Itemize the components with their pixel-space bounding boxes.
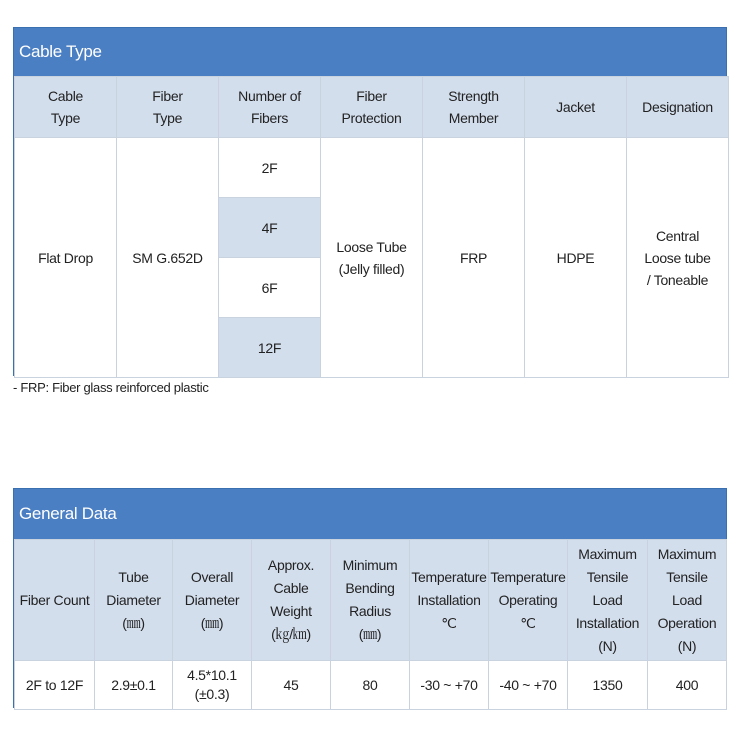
header-temp-operating: Temperature Operating ℃ xyxy=(489,540,568,661)
header-tube-diameter: Tube Diameter (㎜) xyxy=(95,540,173,661)
cell-bending-radius: 80 xyxy=(331,661,410,710)
header-fiber-protection: Fiber Protection xyxy=(321,77,423,138)
general-data-header-row xyxy=(15,540,727,661)
frp-footnote: - FRP: Fiber glass reinforced plastic xyxy=(13,380,209,395)
cell-fiber-protection: Loose Tube (Jelly filled) xyxy=(321,138,423,378)
cable-type-section xyxy=(13,27,727,376)
cell-designation: Central Loose tube / Toneable xyxy=(627,138,729,378)
cell-fiber-count-4f: 4F xyxy=(219,198,321,258)
cell-fiber-count-2f: 2F xyxy=(219,138,321,198)
header-cable-weight: Approx. Cable Weight (㎏/㎞) xyxy=(252,540,331,661)
cell-fiber-type: SM G.652D xyxy=(117,138,219,378)
header-jacket: Jacket xyxy=(525,77,627,138)
header-tensile-installation: Maximum Tensile Load Installation (N) xyxy=(568,540,648,661)
header-designation: Designation xyxy=(627,77,729,138)
cell-overall-diameter: 4.5*10.1 (±0.3) xyxy=(173,661,252,710)
cable-type-title: Cable Type xyxy=(14,28,726,76)
header-cable-type: Cable Type xyxy=(15,77,117,138)
cell-fiber-count-12f: 12F xyxy=(219,318,321,378)
cable-type-header-row xyxy=(15,77,729,138)
header-strength-member: Strength Member xyxy=(423,77,525,138)
header-tensile-operation: Maximum Tensile Load Operation (N) xyxy=(648,540,727,661)
header-overall-diameter: Overall Diameter (㎜) xyxy=(173,540,252,661)
header-number-of-fibers: Number of Fibers xyxy=(219,77,321,138)
cell-tensile-operation: 400 xyxy=(648,661,727,710)
general-data-section xyxy=(13,488,727,708)
header-fiber-count: Fiber Count xyxy=(15,540,95,661)
cell-jacket: HDPE xyxy=(525,138,627,378)
cell-cable-weight: 45 xyxy=(252,661,331,710)
cell-tube-diameter: 2.9±0.1 xyxy=(95,661,173,710)
cell-cable-type: Flat Drop xyxy=(15,138,117,378)
header-fiber-type: Fiber Type xyxy=(117,77,219,138)
cell-temp-installation: -30 ~ +70 xyxy=(410,661,489,710)
general-data-title: General Data xyxy=(14,489,726,539)
cell-tensile-installation: 1350 xyxy=(568,661,648,710)
table-row xyxy=(15,138,729,198)
header-temp-installation: Temperature Installation ℃ xyxy=(410,540,489,661)
cell-temp-operating: -40 ~ +70 xyxy=(489,661,568,710)
cell-strength-member: FRP xyxy=(423,138,525,378)
general-data-table xyxy=(14,539,727,710)
cell-fiber-count-6f: 6F xyxy=(219,258,321,318)
table-row xyxy=(15,661,727,710)
header-bending-radius: Minimum Bending Radius (㎜) xyxy=(331,540,410,661)
cable-type-table xyxy=(14,76,729,378)
cell-fiber-count: 2F to 12F xyxy=(15,661,95,710)
